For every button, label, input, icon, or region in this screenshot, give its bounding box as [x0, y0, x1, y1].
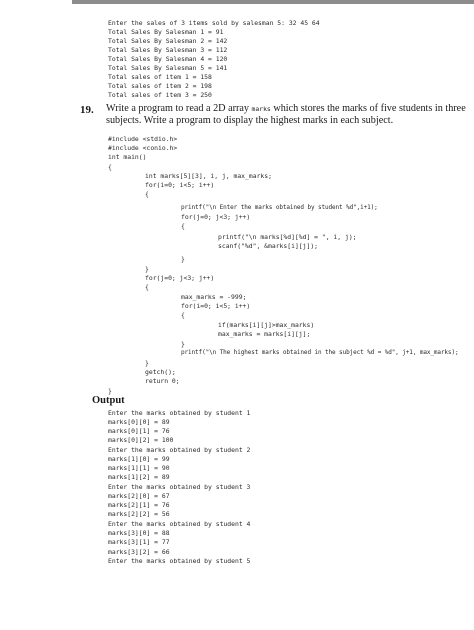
output-line: marks[2][2] = 56 — [108, 510, 170, 518]
output-line: Enter the marks obtained by student 3 — [108, 483, 251, 491]
output-line: Enter the marks obtained by student 1 — [108, 409, 251, 417]
code-line: for(j=0; j<3; j++) — [145, 274, 215, 282]
code-line: for(i=0; i<5; i++) — [181, 302, 251, 310]
code-line: return 0; — [145, 377, 180, 385]
question-inline-code: marks — [251, 105, 271, 113]
output-line: Enter the marks obtained by student 5 — [108, 557, 251, 565]
output-line: marks[1][1] = 90 — [108, 464, 170, 472]
question-text: Write a program to read a 2D array — [106, 103, 252, 114]
code-line: { — [181, 222, 185, 230]
question-text-line-2: subjects. Write a program to display the highest marks in each subject. — [106, 115, 394, 126]
output-line: marks[1][2] = 89 — [108, 473, 170, 481]
code-line: } — [145, 265, 149, 273]
output-line: Total Sales By Salesman 5 = 141 — [108, 64, 228, 72]
output-line: Total Sales By Salesman 3 = 112 — [108, 46, 228, 54]
output-line: marks[3][0] = 88 — [108, 529, 170, 537]
output-line: marks[3][2] = 66 — [108, 548, 170, 556]
output-line: marks[2][0] = 67 — [108, 492, 170, 500]
output-line: marks[0][2] = 100 — [108, 436, 174, 444]
output-line: Total Sales By Salesman 4 = 120 — [108, 55, 228, 63]
code-line: int main() — [108, 153, 147, 161]
code-line: } — [181, 340, 185, 348]
code-line: { — [145, 283, 149, 291]
output-line: Enter the sales of 3 items sold by salesman 5: 32 45 64 — [108, 19, 320, 27]
output-line: marks[1][0] = 99 — [108, 455, 170, 463]
output-line: Total sales of item 3 = 250 — [108, 91, 212, 99]
code-line: printf("\n marks[%d][%d] = ", i, j); — [218, 233, 357, 241]
code-line: printf("\n Enter the marks obtained by student %d",i+1); — [181, 204, 378, 211]
output-line: Total Sales By Salesman 2 = 142 — [108, 37, 228, 45]
code-line: { — [145, 190, 149, 198]
code-line: { — [181, 311, 185, 319]
output-line: marks[0][1] = 76 — [108, 427, 170, 435]
question-number: 19. — [80, 104, 94, 116]
code-line: int marks[5][3], i, j, max_marks; — [145, 172, 272, 180]
output-line: Total sales of item 1 = 158 — [108, 73, 212, 81]
code-line: #include <stdio.h> — [108, 135, 178, 143]
code-line: #include <conio.h> — [108, 144, 178, 152]
code-line: getch(); — [145, 368, 176, 376]
code-line: max_marks = -999; — [181, 293, 247, 301]
question-text-line-1 — [106, 103, 466, 115]
code-line: } — [181, 255, 185, 263]
code-line: scanf("%d", &marks[i][j]); — [218, 242, 319, 250]
output-line: Enter the marks obtained by student 4 — [108, 520, 251, 528]
code-line: printf("\n The highest marks obtained in the subject %d = %d", j+1, max_marks); — [181, 349, 459, 356]
output-line: Total sales of item 2 = 198 — [108, 82, 212, 90]
code-line: if(marks[i][j]>max_marks) — [218, 321, 315, 329]
output-line: Enter the marks obtained by student 2 — [108, 446, 251, 454]
output-line: marks[2][1] = 76 — [108, 501, 170, 509]
output-line: marks[0][0] = 89 — [108, 418, 170, 426]
page-top-rule — [72, 0, 474, 4]
output-line: marks[3][1] = 77 — [108, 538, 170, 546]
output-line: Total Sales By Salesman 1 = 91 — [108, 28, 224, 36]
code-line: { — [108, 163, 112, 171]
code-line: for(j=0; j<3; j++) — [181, 213, 251, 221]
code-line: } — [108, 387, 112, 395]
code-line: max_marks = marks[i][j]; — [218, 330, 311, 338]
question-text: which stores the marks of five students in three — [270, 103, 466, 114]
code-line: for(i=0; i<5; i++) — [145, 181, 215, 189]
code-line: } — [145, 359, 149, 367]
output-heading: Output — [92, 395, 125, 406]
